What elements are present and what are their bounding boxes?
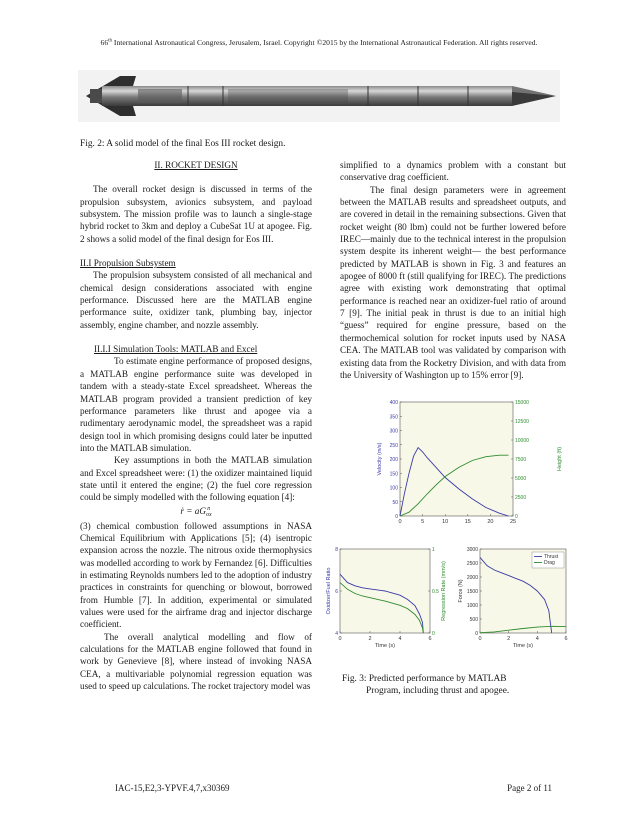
right-column [340,159,566,381]
fig3-caption-line2: Program, including thrust and apogee. [366,686,510,696]
x-tick-label: 6 [428,636,432,642]
assumptions-continued-paragraph: (3) chemical combustion followed assumptions in NASA Chemical Equilibrium with Applications [5]; (4) isentropic expansion across the nozzle. The nitrous oxide thermophysics was modelled according to work by Fernandez [6]. Difficulties in estimating Reynolds numbers led to the adoption of industry practices in constraints for quenching or blowout, borrowed from Humble [7]. In addition, experimental or simulated values were used for the airframe drag and injector discharge coefficient. [80,520,312,630]
y2-tick-label: 0.5 [432,589,439,595]
continued-paragraph: simplified to a dynamics problem with a constant but conservative drag coefficient. [340,160,566,183]
legend-label-thrust: Thrust [544,554,559,560]
simulation-paragraph: To estimate engine performance of proposed designs, a MATLAB engine performance suite was developed in tandem with a steady-state Excel spreadsheet. Whereas the MATLAB program provided a transient prediction of key performance parameters like thrust and apogee via a rudimentary aerodynamic model, the spreadsheet was a rapid design tool in which promising designs could later be inputted into the MATLAB simulation. [80,356,312,453]
thrust-drag-plot [458,543,570,651]
legend-label-drag: Drag [544,560,555,566]
y-tick-label: 150 [389,471,398,478]
header-ordinal-suffix: th [108,38,113,44]
y-tick-label: 2000 [466,575,478,581]
y-tick-label: 400 [389,400,398,406]
footer-page-number: Page 2 of 11 [507,783,552,793]
x-axis-label: Time (s) [513,643,533,649]
x-tick-label: 4 [535,636,539,642]
intro-paragraph: The overall rocket design is discussed in terms of the propulsion subsystem, avionics subsystem, and payload subsystem. The mission profile was to launch a single-stage hybrid rocket to 3km and deploy a CubeSat 1U at apogee. Fig. 2 shows a solid model of the final design for Eos III. [80,184,312,244]
of-ratio-regression-chart [326,543,448,651]
x-tick-label: 0 [398,519,402,525]
y-tick-label: 500 [469,617,478,623]
x-tick-label: 20 [487,519,494,525]
y2-tick-label: 15000 [515,400,529,406]
y2-tick-label: 0 [515,514,518,520]
y2-tick-label: 1 [432,547,435,553]
y-tick-label: 200 [389,457,398,463]
x-tick-label: 2 [368,636,372,642]
x-tick-label: 0 [478,636,482,642]
modelling-paragraph: The overall analytical modelling and flow of calculations for the MATLAB engine followed that found in work by Genevieve [8], where instead of invoking NASA CEA, a multivariable polynomial regression equation was used to speed up calculations. The rocket trajectory model was [80,631,312,692]
velocity-height-plot [375,396,565,531]
x-tick-label: 15 [464,519,471,525]
y-tick-label: 8 [335,547,338,553]
rocket-model-figure [78,70,560,122]
subsection-title: II.I Propulsion Subsystem [80,258,176,269]
y-axis-label: Velocity (m/s) [377,442,383,476]
fig3-caption [342,673,552,697]
propulsion-paragraph: The propulsion subsystem consisted of all mechanical and chemical design considerations associated with engine performance. Discussed here are the MATLAB engine performance suite, oxidizer tank, plumbing bay, injector assembly, engine chamber, and nozzle assembly. [80,270,312,330]
y2-axis-label: Regression Rate (mm/s) [441,561,447,621]
header-ordinal-number: 66 [100,38,109,47]
equation-subscript: ox [205,511,212,518]
y-tick-label: 0 [395,514,398,520]
y-tick-label: 50 [392,499,398,506]
header-text: International Astronautical Congress, Jerusalem, Israel. Copyright ©2015 by the International Astronautical Federation. All rights reserved. [112,38,538,47]
rocket-model-drawing [78,70,560,122]
y-tick-label: 0 [475,631,478,637]
x-axis-label: Time (s) [375,643,395,649]
y-tick-label: 100 [389,485,398,492]
nozzle [90,89,104,103]
x-tick-label: 4 [398,636,402,642]
y2-tick-label: 5000 [515,476,527,482]
page-header [0,38,638,47]
x-tick-label: 25 [509,519,517,525]
y-tick-label: 2500 [466,561,478,567]
x-tick-label: 6 [564,636,568,642]
oxidizer-tank [228,89,348,103]
y-tick-label: 4 [335,631,338,637]
y-tick-label: 1000 [466,603,478,609]
y2-axis-label: Height (ft) [557,446,563,472]
x-tick-label: 2 [507,636,511,642]
y2-tick-label: 10000 [515,438,529,444]
left-column [80,159,312,692]
x-tick-label: 10 [442,519,449,525]
y-axis-label: Force (N) [458,579,464,603]
of-ratio-regression-plot [326,543,448,651]
y2-tick-label: 12500 [515,419,529,425]
y2-tick-label: 2500 [515,495,527,501]
y-axis-label: Oxidizer/Fuel Ratio [326,567,332,615]
section-title: II. ROCKET DESIGN [154,160,238,170]
y-tick-label: 350 [389,414,398,421]
y2-tick-label: 0 [432,631,435,637]
y2-tick-label: 7500 [515,457,527,463]
x-tick-label: 5 [421,519,425,525]
velocity-height-chart [375,396,565,531]
y-tick-label: 300 [389,428,398,435]
assumptions-paragraph: Key assumptions in both the MATLAB simulation and Excel spreadsheet were: (1) the oxidizer maintained liquid state until it entered the engine; (2) the fuel core regression could be simply modelled with the following equation [4]: [80,455,312,503]
y-tick-label: 250 [389,442,398,449]
fig2-caption: Fig. 2: A solid model of the final Eos III rocket design. [80,139,286,149]
x-tick-label: 0 [338,636,342,642]
fig3-caption-line1: Fig. 3: Predicted performance by MATLAB [342,674,507,684]
equation-exponent: n [207,505,211,512]
regression-equation [80,505,312,518]
design-parameters-paragraph: The final design parameters were in agreement between the MATLAB results and spreadsheet outputs, and are covered in detail in the remaining subsections. Given that rocket weight (80 lbm) could not be further lowered before IREC—mainly due to the technical interest in the propulsion system despite its inherent weight— the best performance predicted by MATLAB is shown in Fig. 3 and features an apogee of 8000 ft (still qualifying for IREC). The predictions agree with existing work demonstrating that optimal performance is reached near an oxidizer-fuel ratio of around 7 [9]. The initial peak in thrust is due to an initial high “guess” required for engine pressure, based on the thermochemical solution for rocket inputs used by NASA CEA. The MATLAB tool was validated by comparison with existing data from the Rocketry Division, and with data from the University of Washington up to 15% error [9]. [340,184,566,380]
footer-paper-id: IAC-15,E2,3-YPVF.4,7,x30369 [115,783,230,793]
y-tick-label: 3000 [466,547,478,553]
plot-area [400,402,513,516]
y-tick-label: 6 [335,589,338,595]
thrust-drag-chart [458,543,570,651]
subsubsection-title: II.I.I Simulation Tools: MATLAB and Excel [94,344,258,355]
equation-lhs: ṙ = aG [180,505,206,516]
engine-chamber [138,89,182,103]
y-tick-label: 1500 [466,589,478,595]
